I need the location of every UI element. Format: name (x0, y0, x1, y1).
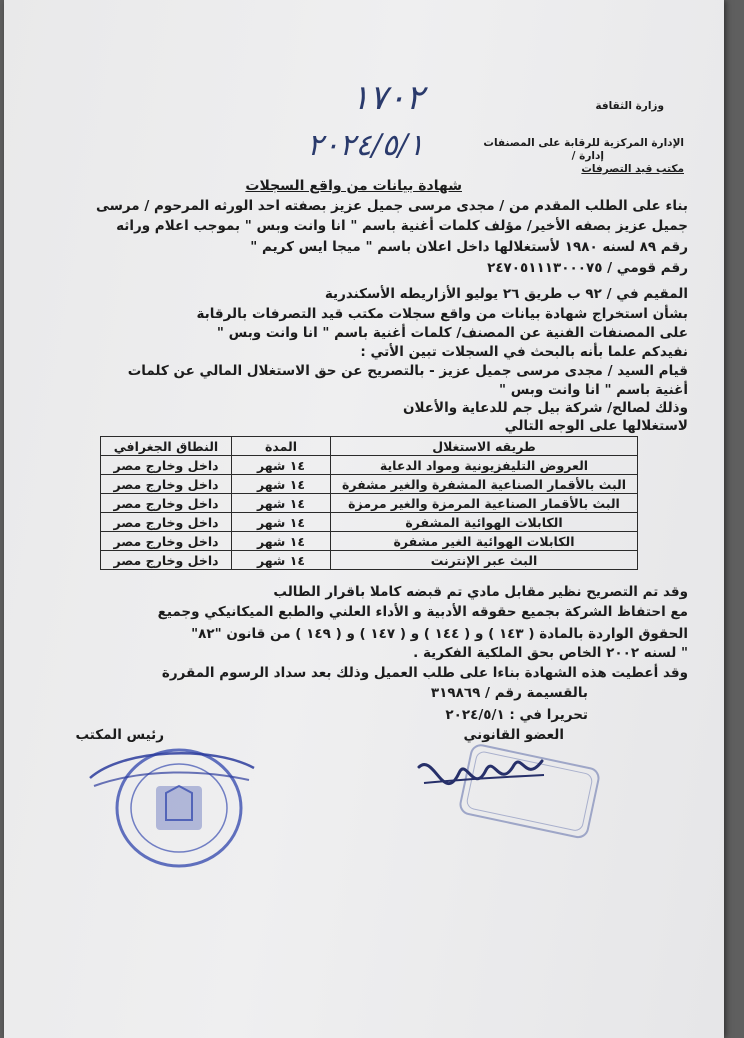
table-cell-method: العروض التليفزيونية ومواد الدعاية (331, 456, 638, 475)
closing-line: الحقوق الواردة بالمادة ( ١٤٣ ) و ( ١٤٤ ) و ( ١٤٧ ) و ( ١٤٩ ) من قانون "٨٢" (191, 626, 688, 642)
table-cell-scope: داخل وخارج مصر (101, 494, 232, 513)
exploitation-table (100, 436, 638, 570)
table-cell-scope: داخل وخارج مصر (101, 475, 232, 494)
table-cell-method: البث بالأقمار الصناعية المشفرة والغير مشفرة (331, 475, 638, 494)
table-header-scope: النطاق الجغرافي (101, 437, 232, 456)
table-cell-scope: داخل وخارج مصر (101, 551, 232, 570)
table-cell-duration: ١٤ شهر (232, 551, 331, 570)
table-cell-duration: ١٤ شهر (232, 475, 331, 494)
table-row (101, 456, 638, 475)
table-cell-duration: ١٤ شهر (232, 513, 331, 532)
body-line: لاستغلالها على الوجه التالي (504, 418, 688, 434)
table-cell-scope: داخل وخارج مصر (101, 456, 232, 475)
office-head-caption: رئيس المكتب (75, 727, 164, 743)
body-line: قيام السيد / مجدى مرسى جميل عزيز - بالتصريح عن حق الاستغلال المالي عن كلمات (127, 363, 688, 379)
table-header-row (101, 437, 638, 456)
header-admin: إدارة / (571, 150, 604, 162)
body-line: جميل عزيز بصفه الأخير/ مؤلف كلمات أغنية باسم " انا وانت وبس " بموجب اعلام وراثه (116, 218, 688, 234)
table-cell-scope: داخل وخارج مصر (101, 513, 232, 532)
table-cell-method: الكابلات الهوائية المشفرة (331, 513, 638, 532)
body-line: رقم ٨٩ لسنه ١٩٨٠ لأستغلالها داخل اعلان باسم " ميجا ايس كريم " (250, 239, 688, 255)
body-line: رقم قومي / ٢٤٧٠٥١١١٣٠٠٠٧٥ (487, 260, 688, 276)
header-department: الإدارة المركزية للرقابة على المصنفات (483, 137, 684, 149)
table-header-method: طريقه الاستغلال (331, 437, 638, 456)
table-row (101, 475, 638, 494)
receipt-number: بالقسيمة رقم / ٣١٩٨٦٩ (430, 685, 588, 701)
handwritten-number: ١٧٠٢ (350, 78, 424, 118)
header-ministry: وزارة الثقافة (595, 100, 664, 112)
closing-line: " لسنه ٢٠٠٢ الخاص بحق الملكية الفكرية . (413, 645, 688, 661)
table-cell-method: البث عبر الإنترنت (331, 551, 638, 570)
table-cell-scope: داخل وخارج مصر (101, 532, 232, 551)
table-cell-method: الكابلات الهوائية الغير مشفرة (331, 532, 638, 551)
body-line: أغنية باسم " انا وانت وبس " (498, 382, 688, 398)
table-cell-method: البث بالأقمار الصناعية المرمزة والغير مرمزة (331, 494, 638, 513)
table-cell-duration: ١٤ شهر (232, 494, 331, 513)
body-line: نفيدكم علما بأنه بالبحث في السجلات تبين الأتي : (360, 344, 688, 360)
table-row (101, 494, 638, 513)
body-line: وذلك لصالح/ شركة بيل جم للدعاية والأعلان (403, 400, 688, 416)
document-page (4, 0, 724, 1038)
table-cell-duration: ١٤ شهر (232, 532, 331, 551)
office-head-stamp (84, 738, 264, 868)
table-row (101, 513, 638, 532)
body-line: المقيم في / ٩٢ ب طريق ٢٦ يوليو الأزاريطه الأسكندرية (324, 286, 688, 302)
body-line: بشأن استخراج شهادة بيانات من واقع سجلات مكتب قيد التصرفات بالرقابة (196, 306, 688, 322)
legal-member-stamp (404, 735, 624, 850)
document-title: شهادة بيانات من واقع السجلات (245, 178, 462, 194)
closing-line: وقد أعطيت هذه الشهادة بناءا على طلب العميل وذلك بعد سداد الرسوم المقررة (161, 665, 688, 681)
closing-line: مع احتفاظ الشركة بجميع حقوقه الأدبية و الأداء العلني والطبع الميكانيكي وجميع (157, 604, 688, 620)
table-row (101, 532, 638, 551)
body-line: بناء على الطلب المقدم من / مجدى مرسى جميل عزيز بصفته احد الورثه المرحوم / مرسى (95, 198, 688, 214)
legal-member-caption: العضو القانوني (463, 727, 564, 743)
closing-line: وقد تم التصريح نظير مقابل مادي تم قبضه كاملا باقرار الطالب (273, 584, 688, 600)
issue-date: تحريرا في : ٢٠٢٤/٥/١ (445, 707, 588, 723)
header-office: مكتب قيد التصرفات (581, 163, 684, 175)
table-header-duration: المدة (232, 437, 331, 456)
handwritten-date: ٢٠٢٤/٥/١ (307, 128, 424, 163)
table-cell-duration: ١٤ شهر (232, 456, 331, 475)
body-line: على المصنفات الفنية عن المصنف/ كلمات أغنية باسم " انا وانت وبس " (216, 325, 688, 341)
table-row (101, 551, 638, 570)
